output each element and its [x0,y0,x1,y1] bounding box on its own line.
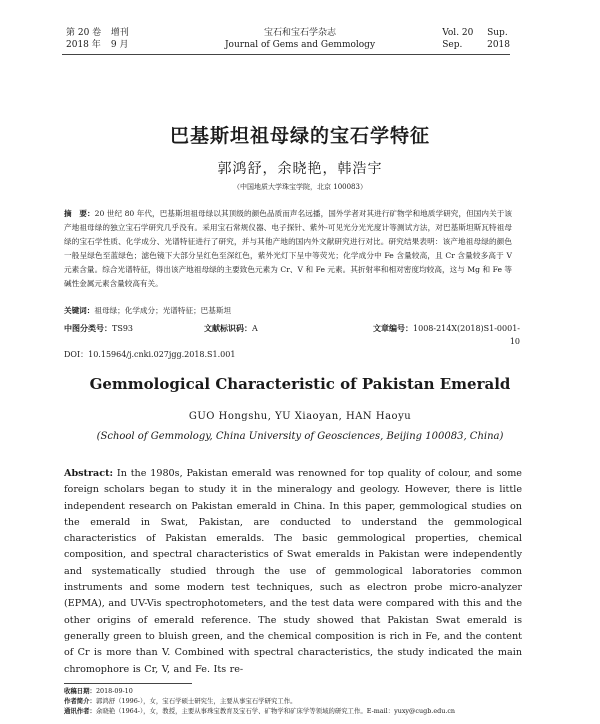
author-bio-label: 作者简介： [64,697,96,705]
doc-code-label: 文献标识码： [204,324,252,333]
year-en: 2018 [487,40,510,50]
abstract-en-text: In the 1980s, Pakistan emerald was renowned for top quality of colour, and some foreign scholars began to study it in the mineralogy and geology. However, there is little independent research on Pakistan emerald in China. In this paper, gemmological studies on the emerald in Swat, Pakistan, are conducted to understand the gemmological characteristics of Pakistan emeralds. The basic gemmological properties, chemical composition, and spectral characteristics of Swat emeralds in Pakistan were independently and systematically studied through the use of gemmological laboratories common instruments and some modern test techniques, such as electron probe micro-analyzer (EPMA), and UV-Vis spectrophotometers, and the test data were compared with this and the other origins of emerald reference. The study showed that Pakistan Swat emerald is generally green to bluish green, and the chemical composition is rich in Fe, and the content of Cr is more than V. Combined with spectral characteristics, the study indicated the main chromophore is Cr, V, and Fe. Its re- [64,468,522,675]
authors-cn: 郭鸿舒，余晓艳，韩浩宇 [217,161,383,177]
header-divider [62,54,510,55]
received-label: 收稿日期： [64,687,96,695]
footnote-received [64,686,524,696]
header-center [0,27,600,51]
corresponding-label: 通讯作者： [64,707,96,715]
title-cn: 巴基斯坦祖母绿的宝石学特征 [169,125,430,147]
keywords-cn [64,305,512,317]
article-metadata [64,322,520,361]
footnote-corresponding [64,706,524,716]
article-number-label: 文章编号： [373,324,414,333]
abstract-cn [64,207,512,290]
clc-label: 中图分类号： [64,324,112,333]
abstract-cn-label: 摘 要： [64,209,95,218]
title-en: Gemmological Characteristic of Pakistan Emerald [89,375,511,393]
header-right [442,27,510,51]
volume-en: Vol. 20 [442,28,474,38]
doi: DOI：10.15964/j.cnki.027jgg.2018.S1.001 [64,350,236,359]
keywords-cn-text: 祖母绿；化学成分；光谱特征；巴基斯坦 [94,306,232,315]
affiliation-en: (School of Gemmology, China University of Geosciences, Beijing 100083, China) [96,431,504,442]
abstract-en-label: Abstract: [64,468,114,479]
doc-code-value: A [252,324,258,333]
year-cn: 2018 年 [66,40,101,50]
authors-en: GUO Hongshu, YU Xiaoyan, HAN Haoyu [188,411,412,422]
keywords-cn-label: 关键词： [64,306,95,315]
footnote-author [64,696,524,706]
article-number-value: 1008-214X(2018)S1-0001-10 [413,324,520,346]
abstract-en [64,466,522,678]
clc-value: TS93 [112,324,133,333]
author-bio-value: 郭鸿舒（1996-），女，宝石学硕士研究生，主要从事宝石学研究工作。 [95,697,297,705]
month-en: Sep. [442,40,463,50]
supplement-en: Sup. [487,28,508,38]
abstract-cn-text: 20 世纪 80 年代，巴基斯坦祖母绿以其顶级的颜色品质而声名远播，国外学者对其进行矿物学和地质学研究，但国内关于该产地祖母绿的独立宝石学研究几乎没有。采用宝石常规仪器、电子探针、紫外-可见光分光光度计等测试方法，对巴基斯坦斯瓦特祖母绿的宝石学性质、化学成分、光谱特征进行了研究，并与其他产地的国内外文献研究进行对比。研究结果表明：该产地祖母绿的颜色一般呈绿色至蓝绿色；滤色镜下大部分呈红色至深红色，紫外光灯下呈中等荧光；化学成分中 Fe 含量较高，且 Cr 含量较多高于 V 元素含量。综合光谱特征，得出该产地祖母绿的主要致色元素为 Cr、V 和 Fe 元素。其折射率和相对密度均较高，这与 Mg 和 Fe 等碱性金属元素含量较高有关。 [64,209,512,288]
footnote-divider [64,683,192,684]
journal-name-cn: 宝石和宝石学杂志 [263,28,336,38]
volume-cn: 第 20 卷 [66,28,102,38]
affiliation-cn: （中国地质大学珠宝学院，北京 100083） [233,183,367,191]
supplement-cn: 增刊 [110,28,129,38]
journal-name-en: Journal of Gems and Gemmology [224,40,376,50]
month-cn: 9 月 [110,40,129,50]
corresponding-value: 余晓艳（1964-），女，教授，主要从事珠宝教育及宝石学、矿物学和矿床学等领域的研究工作。E-mail：yuxy@cugb.edu.cn [95,707,456,715]
received-value: 2018-09-10 [95,687,133,695]
